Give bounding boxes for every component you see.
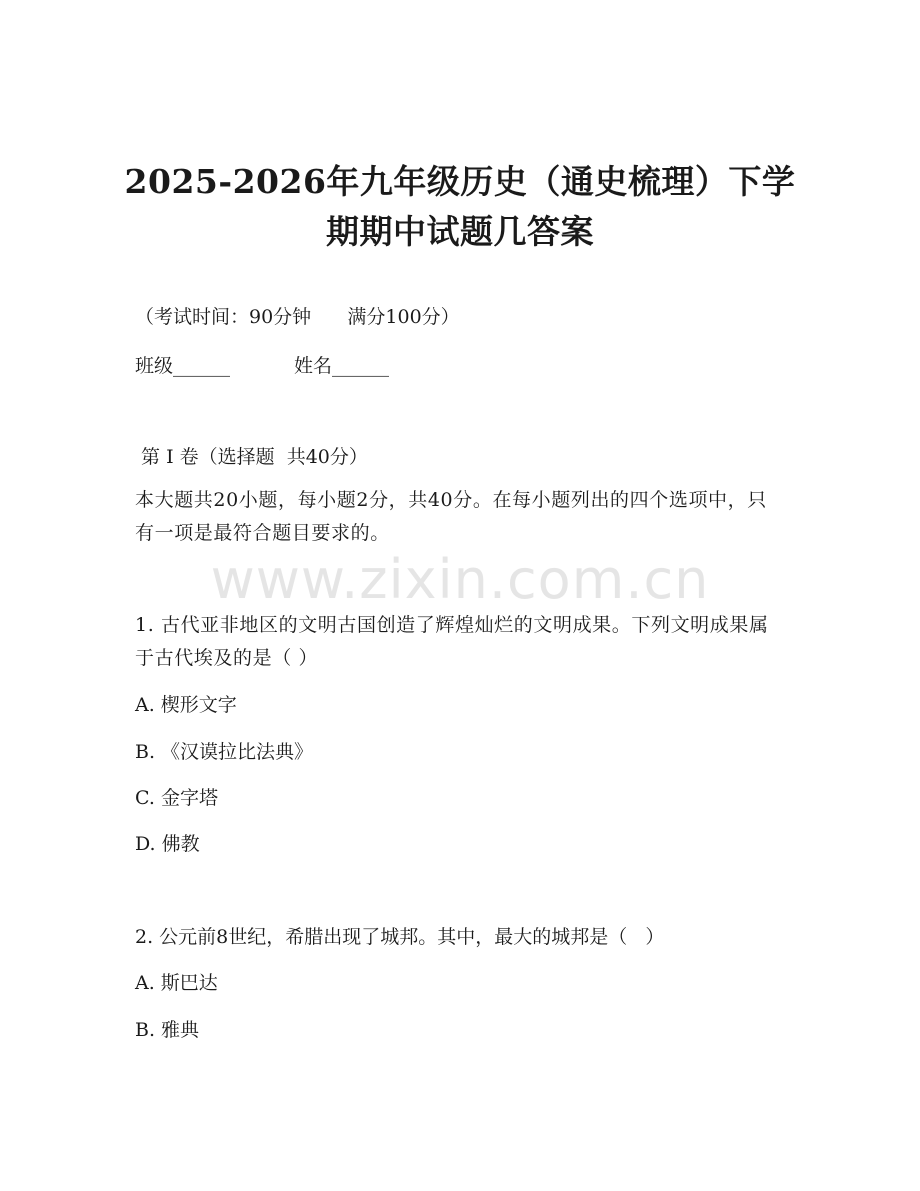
exam-info: （考试时间：90分钟 满分100分）: [135, 306, 460, 328]
watermark: www.zixin.com.cn: [210, 548, 710, 611]
question-2-option-b: B. 雅典: [135, 1019, 200, 1041]
question-1-option-c: C. 金字塔: [135, 787, 218, 809]
question-2-option-a: A. 斯巴达: [135, 972, 218, 994]
section-heading: 第 I 卷（选择题 共40分）: [135, 446, 368, 468]
document-title-line-1: 2025-2026年九年级历史（通史梳理）下学: [124, 162, 796, 201]
question-1-option-a: A. 楔形文字: [135, 694, 237, 716]
name-field: 姓名______: [294, 355, 390, 377]
question-1-option-d: D. 佛教: [135, 833, 200, 855]
question-1-option-b: B. 《汉谟拉比法典》: [135, 741, 314, 763]
question-2-stem: 2. 公元前8世纪，希腊出现了城邦。其中，最大的城邦是（ ）: [135, 926, 665, 948]
class-field: 班级______: [135, 355, 231, 377]
question-1-stem: 1. 古代亚非地区的文明古国创造了辉煌灿烂的文明成果。下列文明成果属于古代埃及的是（ ）: [135, 614, 769, 669]
document-title-line-2: 期期中试题几答案: [326, 212, 594, 251]
instructions: 本大题共20小题，每小题2分，共40分。在每小题列出的四个选项中，只有一项是最符合题目要求的。: [135, 489, 767, 544]
